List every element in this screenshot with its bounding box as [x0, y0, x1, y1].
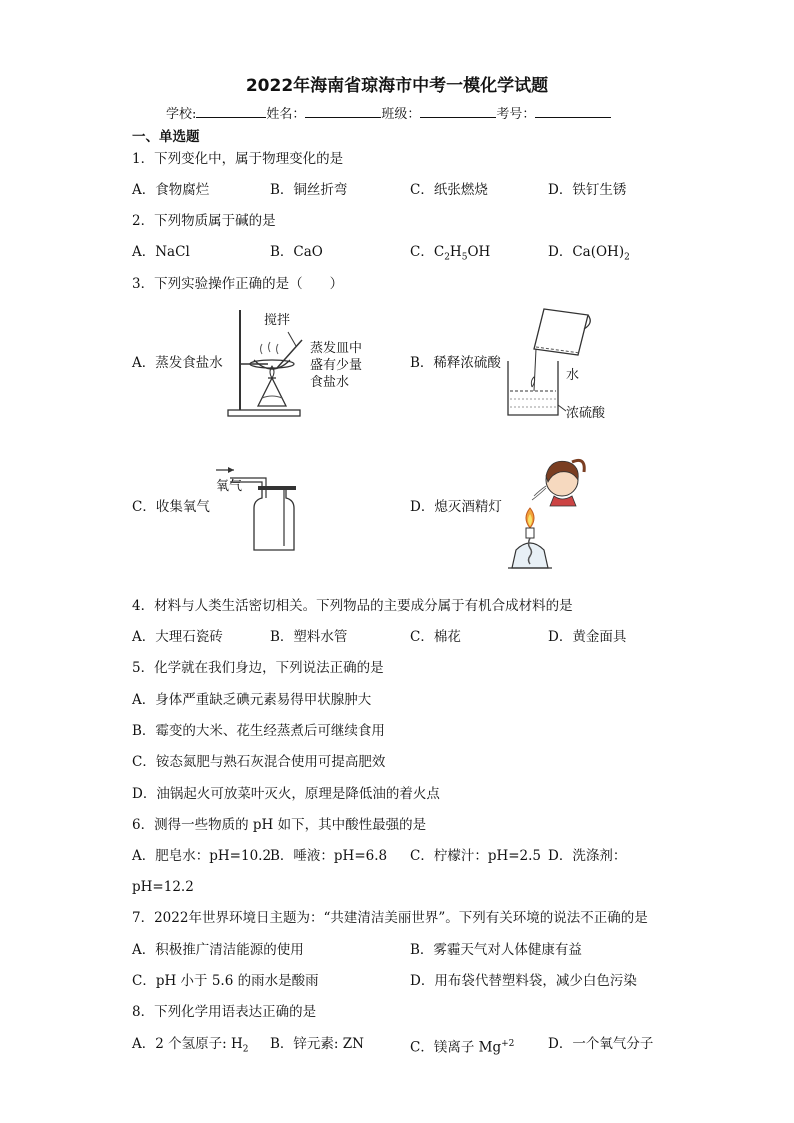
q1-option-d[interactable]: D．铁钉生锈	[548, 182, 627, 198]
evaporation-diagram	[222, 302, 387, 420]
q4-option-b[interactable]: B．塑料水管	[270, 629, 348, 645]
question-5-stem: 5．化学就在我们身边，下列说法正确的是	[132, 660, 384, 676]
q2-option-b[interactable]: B．CaO	[270, 244, 323, 260]
q7-option-a[interactable]: A．积极推广清洁能源的使用	[132, 942, 304, 958]
question-8-stem: 8．下列化学用语表达正确的是	[132, 1004, 317, 1020]
class-label: 班级：	[381, 107, 421, 122]
dish-label-1: 蒸发皿中	[310, 341, 363, 356]
q2-option-d[interactable]: D．$Ca(OH)_2$	[548, 244, 630, 263]
acid-label: 浓硫酸	[566, 406, 606, 421]
class-field[interactable]	[420, 103, 496, 118]
gas-collection-diagram	[210, 460, 310, 556]
q7-option-d[interactable]: D．用布袋代替塑料袋，减少白色污染	[410, 973, 637, 989]
page-title: 2022年海南省琼海市中考一模化学试题	[245, 76, 549, 96]
q5-option-d[interactable]: D．油锅起火可放菜叶灭火，原理是降低油的着火点	[132, 786, 440, 802]
question-3-stem: 3．下列实验操作正确的是（ ）	[132, 276, 344, 292]
q5-option-c[interactable]: C．铵态氮肥与熟石灰混合使用可提高肥效	[132, 754, 386, 770]
q4-option-a[interactable]: A．大理石瓷砖	[132, 629, 223, 645]
q8-option-c[interactable]: C．镁离子 $Mg^{+2}$	[410, 1039, 515, 1056]
q4-option-d[interactable]: D．黄金面具	[548, 629, 627, 645]
q6-option-a[interactable]: A．肥皂水：pH=10.2	[132, 848, 272, 864]
q3-option-d[interactable]: D．熄灭酒精灯	[410, 499, 502, 515]
question-1-stem: 1．下列变化中，属于物理变化的是	[132, 151, 344, 167]
q3-option-a[interactable]: A．蒸发食盐水	[132, 355, 223, 371]
stir-label: 搅拌	[264, 313, 291, 328]
student-info-row	[166, 103, 611, 122]
exam-no-field[interactable]	[535, 103, 611, 118]
q4-option-c[interactable]: C．棉花	[410, 629, 461, 645]
q8-option-d[interactable]: D．一个氧气分子	[548, 1036, 654, 1052]
question-4-stem: 4．材料与人类生活密切相关。下列物品的主要成分属于有机合成材料的是	[132, 598, 573, 614]
oxygen-label: 氧气	[216, 479, 243, 494]
section-heading: 一、单选题	[132, 129, 200, 145]
dish-label-2: 盛有少量	[310, 358, 363, 373]
exam-no-label: 考号：	[496, 107, 536, 122]
q2-option-a[interactable]: A．NaCl	[132, 244, 190, 260]
q1-option-a[interactable]: A．食物腐烂	[132, 182, 210, 198]
question-6-stem: 6．测得一些物质的 pH 如下，其中酸性最强的是	[132, 817, 427, 833]
question-7-stem: 7．2022年世界环境日主题为：“共建清洁美丽世界”。下列有关环境的说法不正确的是	[132, 910, 648, 926]
q8-option-b[interactable]: B．锌元素: ZN	[270, 1036, 364, 1052]
q8-option-a[interactable]: A．2 个氢原子: $H_2$	[132, 1036, 249, 1055]
q6-option-b[interactable]: B．唾液：pH=6.8	[270, 848, 388, 864]
q1-option-c[interactable]: C．纸张燃烧	[410, 182, 488, 198]
water-label: 水	[566, 368, 580, 383]
name-label: 姓名：	[266, 107, 306, 122]
q5-option-a[interactable]: A．身体严重缺乏碘元素易得甲状腺肿大	[132, 692, 372, 708]
q1-option-b[interactable]: B．铜丝折弯	[270, 182, 348, 198]
q6-option-c[interactable]: C．柠檬汁：pH=2.5	[410, 848, 542, 864]
q3-option-b[interactable]: B．稀释浓硫酸	[410, 355, 501, 371]
q3-option-c[interactable]: C．收集氧气	[132, 499, 210, 515]
q2-option-c[interactable]: C．$C_2H_5OH$	[410, 244, 491, 263]
q6-option-d-wrap: pH=12.2	[132, 879, 194, 895]
blow-out-lamp-diagram	[502, 452, 612, 574]
q6-option-d[interactable]: D．洗涤剂：	[548, 848, 627, 864]
dish-label-3: 食盐水	[310, 375, 350, 390]
school-field[interactable]	[196, 103, 266, 118]
school-label: 学校:	[166, 107, 197, 122]
q5-option-b[interactable]: B．霉变的大米、花生经蒸煮后可继续食用	[132, 723, 385, 739]
q7-option-c[interactable]: C．pH 小于 5.6 的雨水是酸雨	[132, 973, 319, 989]
dilution-diagram	[500, 303, 620, 423]
q7-option-b[interactable]: B．雾霾天气对人体健康有益	[410, 942, 582, 958]
question-2-stem: 2．下列物质属于碱的是	[132, 213, 276, 229]
name-field[interactable]	[305, 103, 381, 118]
